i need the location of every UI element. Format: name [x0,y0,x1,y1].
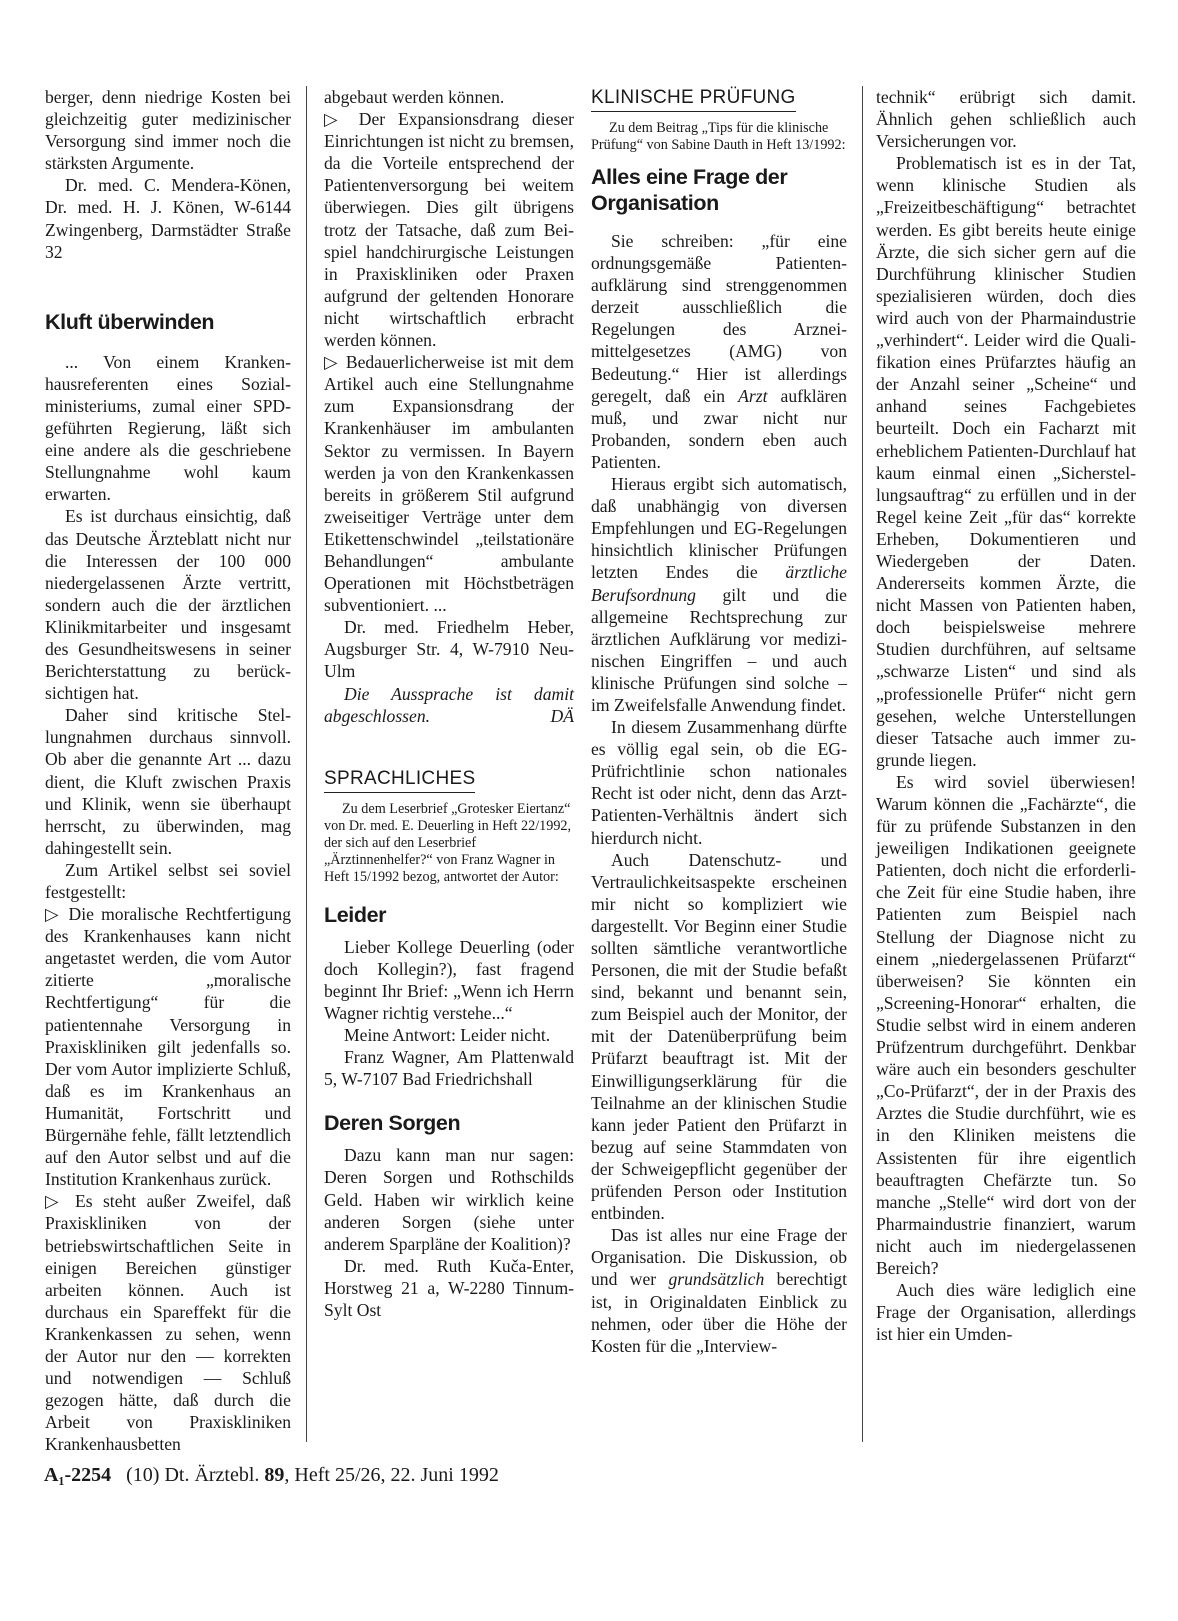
journal-volume: 89 [264,1464,285,1486]
letter-signature: Franz Wagner, Am Plattenwald 5, W-7107 Bad Friedrichshall [324,1047,574,1090]
text-run: aufklären muß, und zwar nicht nur Probanden, sondern eben auch Patienten. [591,385,847,472]
paragraph: Auch Datenschutz- und Vertraulichkeitsaspekte erscheinen mir nicht so kompliziert wie dargestellt. Vor Beginn einer Studie sollten sämtliche verantwortliche Personen, die mit der Studie befaßt sind, bekannt und benannt sein, zum Beispiel auch der Monitor, der mit der Datenüberprüfung beim Prüfarzt beauftragt ist. Mit der Einwilligungserklärung für die Teilnahme an der klinischen Studie kann jeder Patient den Prüfarzt in bezug auf seine Stammdaten von der Schweigepflicht gegenüber der prüfenden Person oder Institution entbinden. [591,849,847,1224]
page-footer [44,1463,499,1487]
editor-note [324,683,574,727]
emphasis-run: grundsätzlich [668,1269,765,1290]
paragraph: abgebaut werden können. [324,87,505,107]
paragraph: Auch dies wäre lediglich eine Frage der Organisation, allerdings ist hier ein Umden- [876,1280,1136,1345]
column-rule [306,86,307,1442]
bullet-paragraph: ▷ Bedauerlicherweise ist mit dem Artikel auch eine Stellungnahme zum Expansionsdrang der Krankenhäuser im ambulanten Sektor zu vermissen. In Bayern werden ja von den Krankenkassen bereits in größerem Stil aufgrund zweiseitiger Verträge unter dem Etikettenschwindel „teilstationäre Behandlungen“ ambulante Operationen mit Höchstbeträgen subventioniert. ... [324,351,574,616]
paragraph: Lieber Kollege Deuerling (oder doch Kollegin?), fast fragend beginnt Ihr Brief: „Wenn ich Herrn Wagner richtig verstehe...“ [324,936,574,1023]
text-run: gilt und die allgemeine Rechtsprechung zur ärztlichen Aufklärung vor medizinischen Eingriffen – und auch klinische Prüfungen sind solche – im Zweifelsfalle Anwendung findet. [591,584,847,715]
text-run: Sie schreiben: „für eine ordnungsgemäße Patientenaufklärung sind strenggenommen derzeit ausschließlich die Regelungen des Arzneimittelgesetzes (AMG) von Bedeutung.“ Hier ist allerdings geregelt, daß ein [591,231,847,406]
paragraph: Es ist durchaus einsichtig, daß das Deutsche Ärzteblatt nicht nur die Interessen der 100 000 niedergelassenen Ärzte vertritt, sondern auch die der ärztlichen Klinikmitarbeiter und insgesamt des Gesundheitswesens in seiner Berichterstattung zu berücksichtigen hat. [45,506,291,704]
article-heading-deren-sorgen: Deren Sorgen [324,1111,461,1136]
paragraph [591,1224,847,1357]
bullet-paragraph: ▷ Die moralische Rechtfertigung des Krankenhauses kann nicht angetastet werden, die vom Autor zitierte „moralische Rechtfertigung“ für die patientennahe Versorgung in Praxiskliniken gilt jedenfalls so. Der vom Autor implizierte Schluß, daß es im Krankenhaus an Humanität, Fortschritt und Bürgernähe fehle, fällt letztendlich auf den Autor selbst und auf die Institution Krankenhaus zurück. [45,903,291,1190]
article-heading-kluft: Kluft überwinden [45,309,215,334]
intro-note: Zu dem Beitrag „Tips für die klinische Prüfung“ von Sabine Dauth in Heft 13/1992: [591,120,846,153]
letter-signature: Dr. med. Friedhelm Heber, Augsburger Str. 4, W-7910 Neu-Ulm [324,617,574,682]
section-kicker-sprachliches: SPRACHLICHES [324,768,475,793]
intro-note: Zu dem Leserbrief „Grotesker Eiertanz“ von Dr. med. E. Deuerling in Heft 22/1992, der sich auf den Leserbrief „Ärztinnenhelfer?“ von Franz Wagner in Heft 15/1992 bezog, antwortet der Autor: [324,800,572,885]
section-kicker-klinische-pruefung: KLINISCHE PRÜFUNG [591,87,796,112]
article-heading-leider: Leider [324,902,387,927]
paragraph: In diesem Zusammenhang dürfte es völlig egal sein, ob die EG-Prüfrichtlinie schon nationales Recht ist oder nicht, denn das Arzt-Patienten-Verhältnis ändert sich hierdurch nicht. [591,717,847,848]
paragraph: berger, denn niedrige Kosten bei gleichzeitig guter medizinischer Versorgung sind immer noch die stärksten Argumente. [45,87,291,174]
text-run: berechtigt ist, in Originaldaten Einblick zu nehmen, oder über die Höhe der Kosten für die „Interview- [591,1269,847,1356]
page-inner-number: (10) [126,1464,160,1486]
emphasis-run: ärztliche Berufsordnung [591,562,847,605]
emphasis-run: Arzt [738,385,768,406]
text-run: Hieraus ergibt sich automatisch, daß unabhängig von diversen Empfehlungen und EG-Regelungen hinsichtlich klinischer Prüfungen letzten Endes die [591,474,847,583]
paragraph: ... Von einem Krankenhausreferenten eines Sozialministeriums, zumal einer SPD-geführten Regierung, läßt sich eine andere als die geschriebene Stellungnahme wohl kaum erwarten. [45,351,291,505]
text-column-2 [324,86,574,1321]
paragraph: Daher sind kritische Stellungnahmen durchaus sinnvoll. Ob aber die genannte Art ... dazu dient, die Kluft zwischen Praxis und Klinik, wenn sie überhaupt herrscht, zu überwinden, mag dahingestellt sein. [45,705,291,858]
text-column-3 [591,86,847,1357]
page-number: A₁-2254 [44,1464,112,1486]
paragraph [591,473,847,716]
paragraph: Meine Antwort: Leider nicht. [344,1025,551,1046]
section-kicker-wrap [324,767,574,793]
editor-tag: DÄ [550,705,574,726]
column-rule [862,86,863,1442]
text-column-1 [45,86,291,1455]
issue-date: , Heft 25/26, 22. Juni 1992 [284,1464,499,1486]
paragraph: Problematisch ist es in der Tat, wenn klinische Studien als „Freizeitbeschäftigung“ betrachtet werden. Es gibt bereits heute einige Ärzte, die sich sicher gern auf die Durchführung klinischer Studien spezialisieren würden, doch dies wird auch von der Pharmaindustrie „verhindert“. Leider wird die Qualifikation eines Prüfarztes häufig an der Anzahl seiner „Scheine“ und anhand seines Fachgebietes beurteilt. Doch ein Facharzt mit erheblichem Patienten-Durchlauf hat kaum einmal einen „Sicherstellungsauftrag“ zu erfüllen und in der Regel keine Zeit „für das“ korrekte Erheben, Dokumentieren und Wiedergeben der Daten. Andererseits kommen Ärzte, die nicht Massen von Patienten haben, doch beispielsweise mehrere Studien durchführen, auf seltsame „schwarze Listen“ und sind als „professionelle Prüfer“ nicht gern gesehen, welche Unterstellungen dieser Tatsache auch immer zugrunde liegen. [876,153,1136,770]
article-heading-organisation: Alles eine Frage der Organisation [591,165,788,215]
journal-name: Dt. Ärztebl. [164,1464,260,1486]
paragraph [591,230,847,473]
paragraph: Dazu kann man nur sagen: Deren Sorgen und Rothschilds Geld. Haben wir wirklich keine anderen Sorgen (siehe unter anderem Sparpläne der Koalition)? [324,1145,574,1254]
letter-signature: Dr. med. Ruth Kuča-Enter, Horstweg 21 a, W-2280 Tinnum-Sylt Ost [324,1255,574,1321]
text-column-4 [876,86,1136,1345]
bullet-paragraph: ▷ Es steht außer Zweifel, daß Praxiskliniken von der betriebswirtschaftlichen Seite in einigen Bereichen günstiger arbeiten können. Auch ist durchaus ein Spareffekt für die Krankenkassen zu sehen, wenn der Autor nur den — korrekten und notwendigen — Schluß gezogen hätte, daß durch die Arbeit von Praxiskliniken Krankenhausbetten [45,1190,291,1455]
paragraph: Zum Artikel selbst sei soviel festgestellt: [45,859,291,902]
text-run: Das ist alles nur eine Frage der Organisation. Die Diskussion, ob und wer [591,1225,847,1290]
bullet-paragraph: ▷ Der Expansionsdrang dieser Einrichtungen ist nicht zu bremsen, da die Vorteile entsprechend der Patientenversorgung bei weitem überwiegen. Dies gilt übrigens trotz der Tatsache, daß zum Beispiel handchirurgische Leistungen in Praxiskliniken oder Praxen aufgrund der geltenden Honorare nicht wirtschaftlich erbracht werden können. [324,108,574,351]
editor-note-text: Die Aussprache ist damit abgeschlossen. [324,683,574,726]
letter-signature: Dr. med. C. Mendera-Könen, Dr. med. H. J. Könen, W-6144 Zwingenberg, Darmstädter Straße 32 [45,175,291,262]
paragraph: Es wird soviel überwiesen! Warum können die „Fachärzte“, die für zu prüfende Substanzen in den jeweiligen Indikationen geeignete Patienten, doch nicht die erforderliche Zeit für eine Studie haben, ihre Patienten zum Beispiel nach Stellung der Diagnose nicht zu einem „niedergelassenen Prüfarzt“ überweisen? Sie könnten ein „Screening-Honorar“ erhalten, die Studie selbst wird in einem anderen Prüfzentrum durchgeführt. Denkbar wäre auch ein besonders geschulter „Co-Prüfarzt“, der in der Praxis des Arztes die Studie durchführt, wie es in den Kliniken meistens die Assistenten für ihre eigentlich beauftragten Chefärzte tun. So manche „Stelle“ wird dort von der Pharmaindustrie finanziert, warum nicht auch im niedergelassenen Bereich? [876,771,1136,1278]
paragraph: technik“ erübrigt sich damit. Ähnlich gehen schließlich auch Versicherungen vor. [876,87,1136,152]
